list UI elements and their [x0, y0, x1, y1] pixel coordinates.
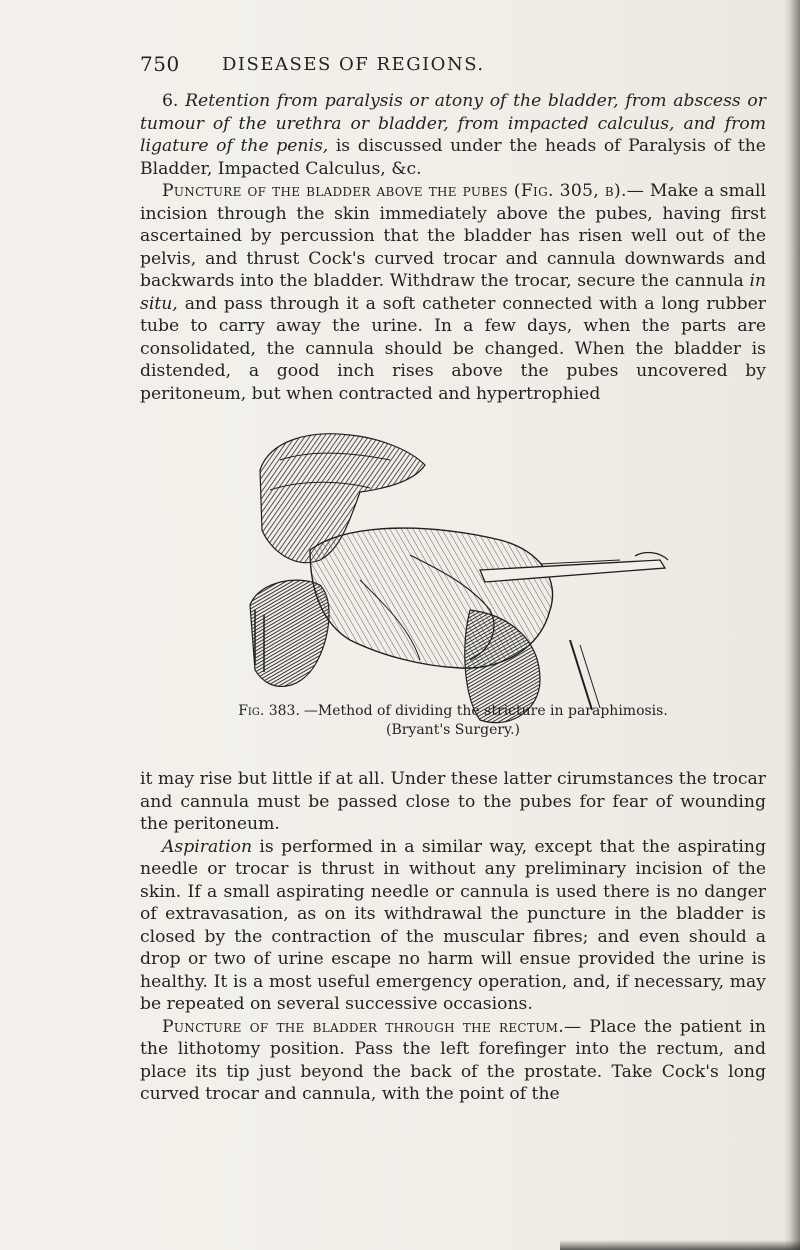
- figure-label: Fig. 383.: [238, 703, 300, 719]
- aspiration-italic: Aspiration: [162, 836, 253, 857]
- text-block-bottom: [140, 768, 766, 1106]
- retention-text: is discussed under the heads of Paralysis of the Bladder, Impacted Calculus, &c.: [140, 136, 766, 179]
- paragraph-puncture-above-pubes: [140, 180, 766, 405]
- caption-text: —Method of dividing the stricture in paraphimosis.: [303, 703, 668, 719]
- caption-source: (Bryant's Surgery.): [385, 722, 521, 738]
- aspiration-text: is performed in a similar way, except that the aspirating needle or trocar is thrust in without any preliminary incision of the skin. If a small aspirating needle or cannula is used there is no danger of extravasation, as on its withdrawal the puncture in the bladder is closed by the contraction of the muscular fibres; and even should a drop or two of urine escape no harm will ensue provided the urine is healthy. It is a most useful emergency operation, and, if necessary, may be repeated on several successive occasions.: [140, 836, 766, 1014]
- running-title: DISEASES OF REGIONS.: [222, 54, 485, 75]
- page-edge-shadow: [784, 0, 800, 1250]
- page-number: 750: [140, 52, 180, 76]
- text-block-top: [140, 90, 766, 405]
- paragraph-retention: [140, 90, 766, 180]
- page-header: [140, 52, 760, 82]
- figure-illustration: [240, 410, 680, 740]
- page-bottom-shadow: [560, 1240, 800, 1250]
- paragraph-aspiration: [140, 836, 766, 1016]
- puncture-rectum-heading: Puncture of the bladder through the rectum.—: [162, 1016, 582, 1037]
- puncture-above-pubes-text-continued: and pass through it a soft catheter connected with a long rubber tube to carry away the urine. In a few days, when the parts are consolidated, the cannula should be changed. When the bladder is distended, a good inch rises above the pubes uncovered by peritoneum, but when contracted and hypertrophied: [140, 293, 766, 404]
- figure-caption: [140, 702, 766, 740]
- continuation-text: it may rise but little if at all. Under these latter cirumstances the trocar and cannula must be passed close to the pubes for fear of wounding the peritoneum.: [140, 769, 766, 834]
- paragraph-continuation: [140, 768, 766, 836]
- puncture-above-pubes-text: Make a small incision through the skin immediately above the pubes, having first ascertained by percussion that the bladder has risen well out of the pelvis, and thrust Cock's curved trocar and cannula downwards and backwards into the bladder. Withdraw the trocar, secure the cannula: [140, 181, 767, 291]
- caption-line: [140, 702, 766, 721]
- paragraph-number: 6.: [162, 91, 179, 111]
- engraving-illustration-icon: [240, 410, 680, 740]
- in-situ-italic: in situ,: [140, 271, 767, 314]
- retention-italic-heading: Retention from paralysis or atony of the bladder, from abscess or tumour of the urethra or bladder, from impacted calculus, and from ligature of the penis,: [140, 91, 766, 156]
- puncture-rectum-text: Place the patient in the lithotomy position. Pass the left forefinger into the rectum, and place its tip just beyond the back of the prostate. Take Cock's long curved trocar and cannula, with the point of the: [140, 1016, 766, 1104]
- paragraph-puncture-through-rectum: [140, 1016, 766, 1106]
- puncture-above-pubes-heading: Puncture of the bladder above the pubes (Fig. 305, b).—: [162, 181, 645, 201]
